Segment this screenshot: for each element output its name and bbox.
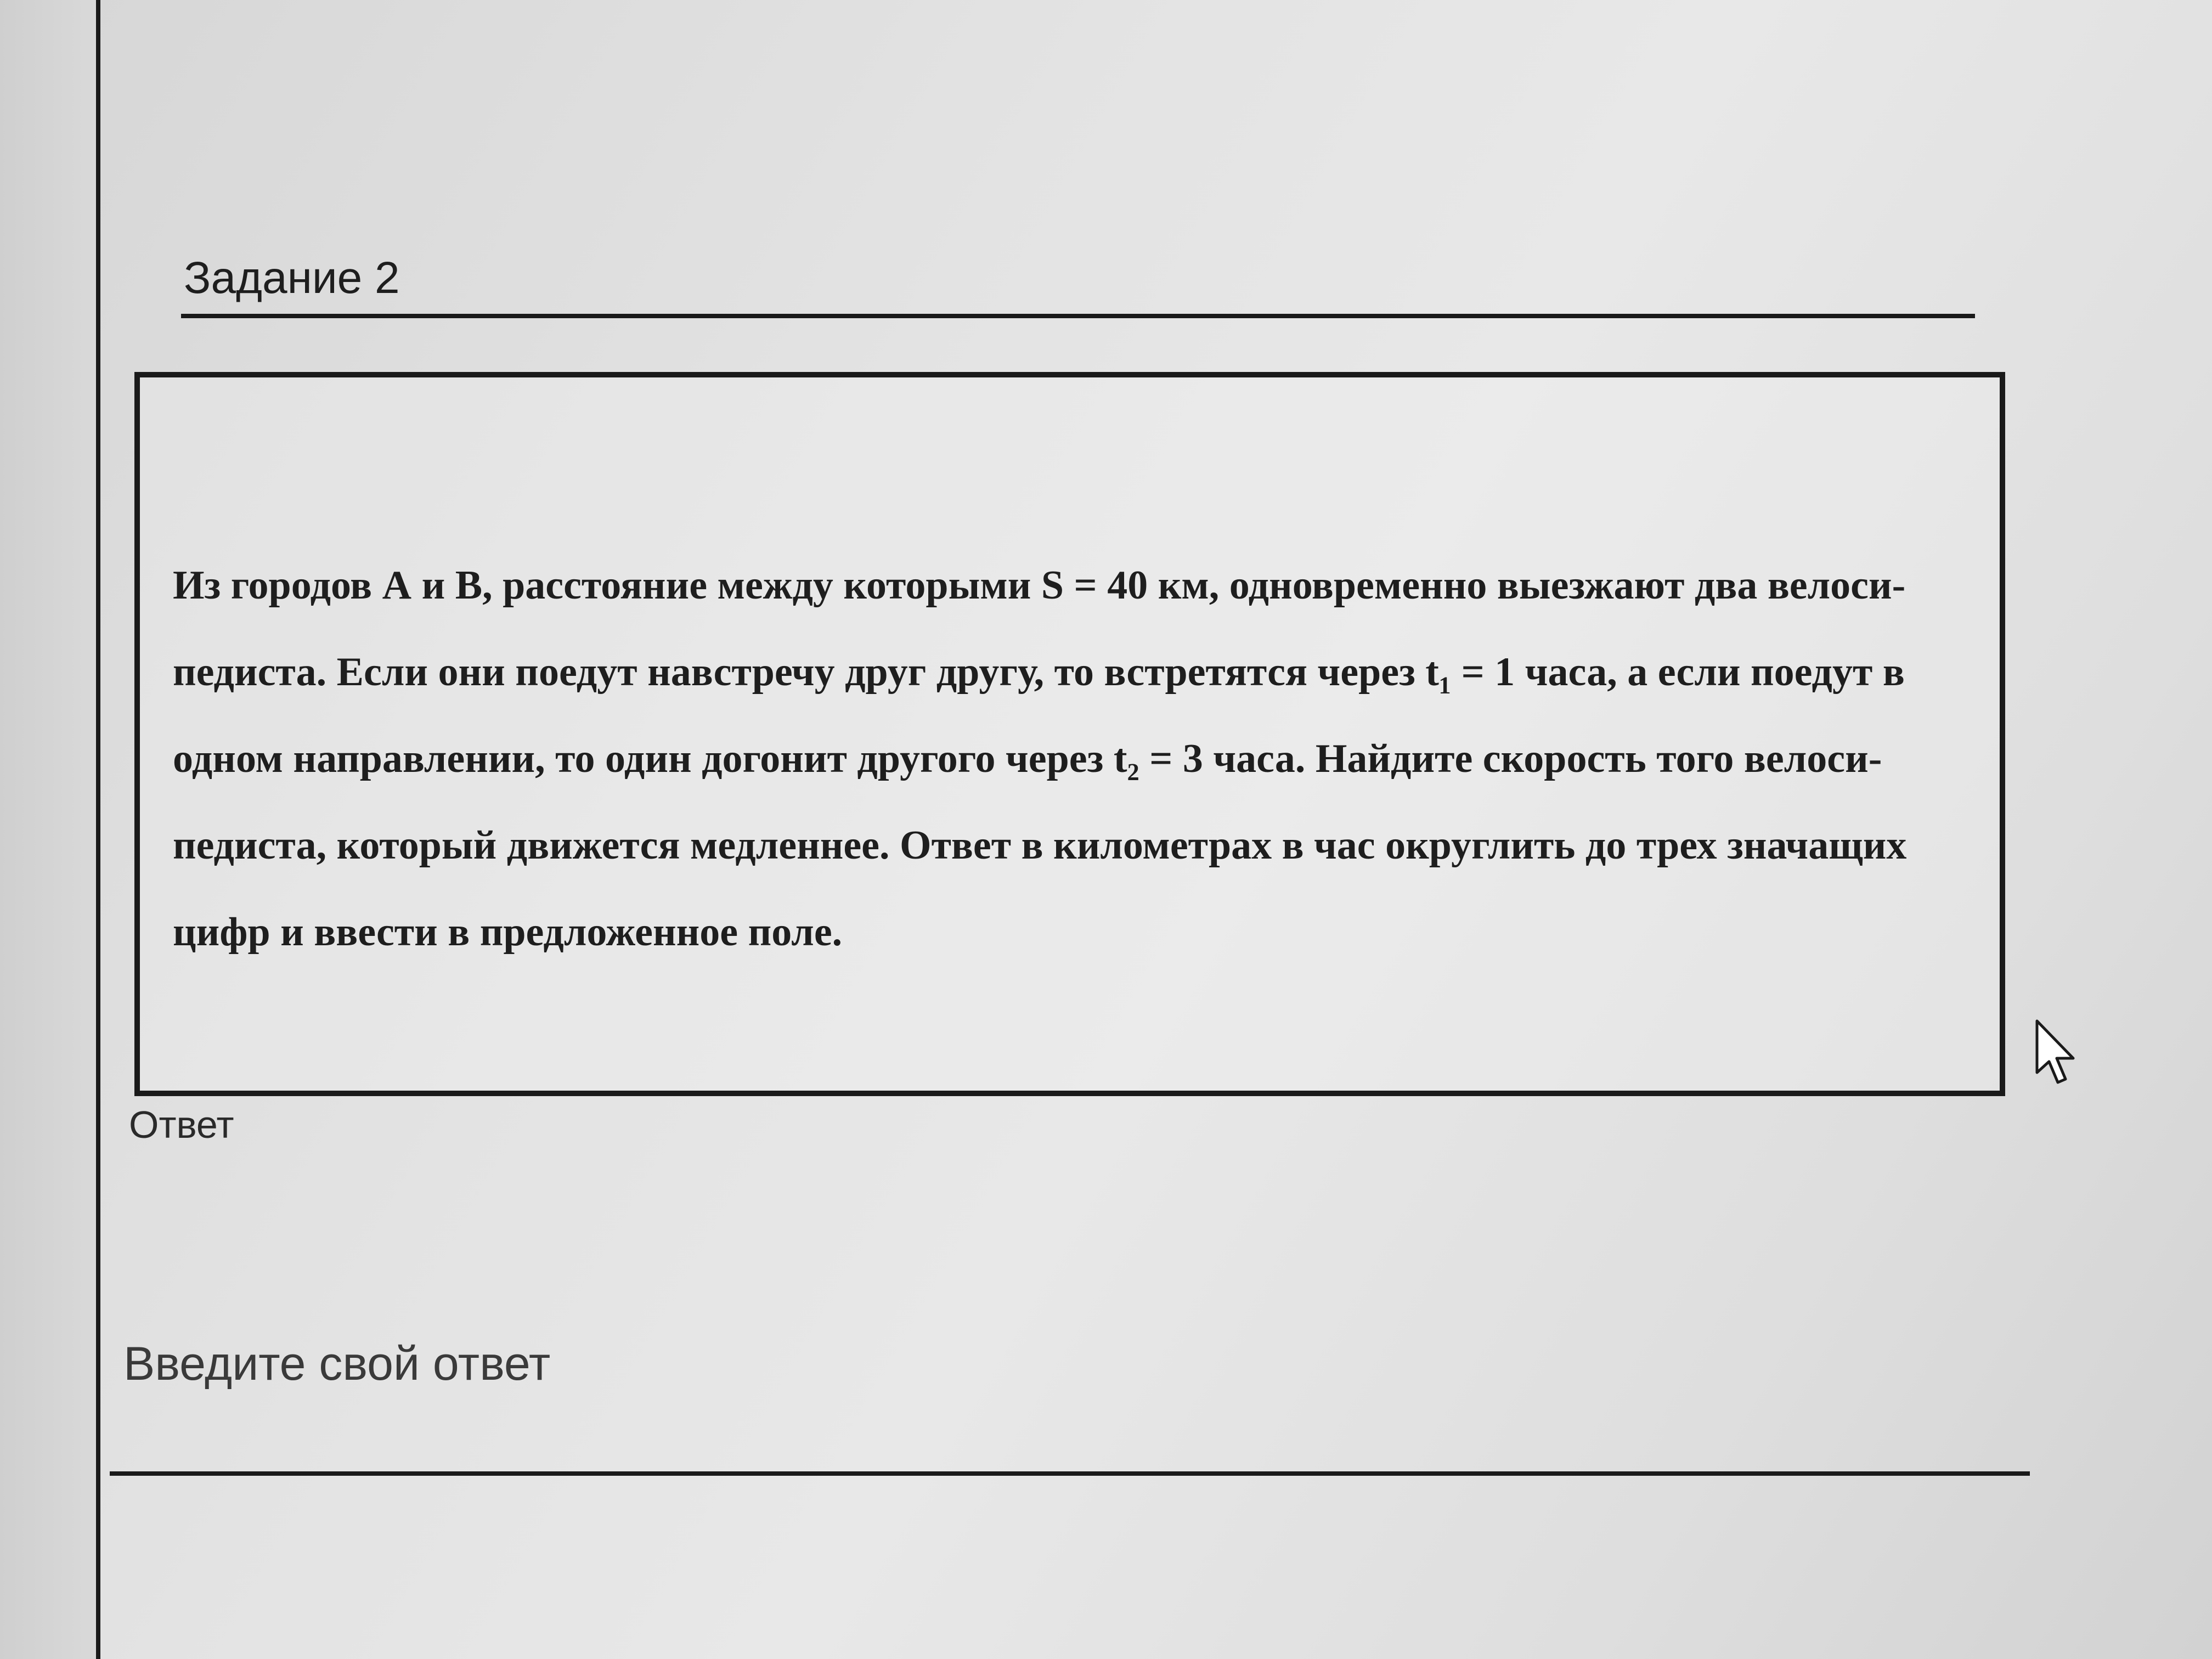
question-title: Задание 2 [184, 253, 400, 303]
title-underline [181, 314, 1975, 318]
problem-line: педиста. Если они поедут навстречу друг другу, то встретятся через t₁ = 1 часа, а если поедут в [173, 650, 1905, 695]
answer-input[interactable] [110, 1300, 2030, 1476]
page-background-strip [0, 0, 96, 1659]
problem-line: цифр и ввести в предложенное поле. [173, 910, 843, 955]
problem-text [173, 542, 1972, 975]
problem-line: педиста, который движется медленнее. Ответ в километрах в час округлить до трех значащих [173, 823, 1907, 868]
problem-line: одном направлении, то один догонит другого через t₂ = 3 часа. Найдите скорость того велоси- [173, 736, 1882, 781]
page-edge-divider [96, 0, 100, 1659]
mouse-pointer-icon [2033, 1018, 2082, 1089]
problem-statement-box [134, 372, 2005, 1096]
problem-line: Из городов А и В, расстояние между которыми S = 40 км, одновременно выезжают два велоси- [173, 563, 1906, 608]
answer-label: Ответ [129, 1103, 234, 1146]
